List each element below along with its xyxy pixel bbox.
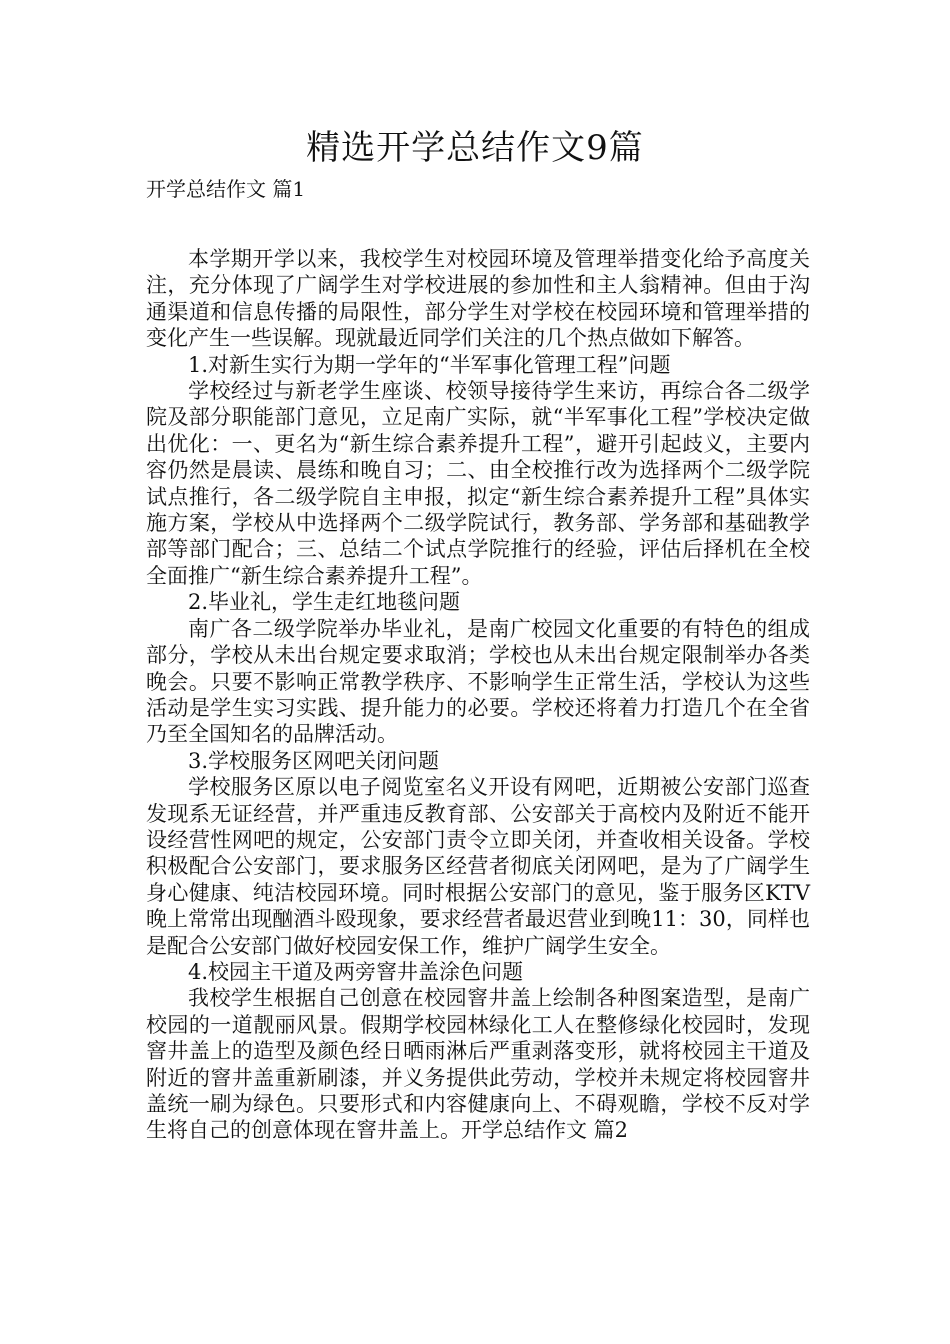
section-heading: 3.学校服务区网吧关闭问题 — [188, 748, 440, 773]
document-title: 精选开学总结作文9篇 — [306, 128, 644, 168]
body-paragraph: 学校服务区原以电子阅览室名义开设有网吧，近期被公安部门巡查发现系无证经营，并严重违反教育部、公安部关于高校内及附近不能开设经营性网吧的规定，公安部门责令立即关闭，并查收相关设备。学校积极配合公安部门，要求服务区经营者彻底关闭网吧，是为了广阔学生身心健康、纯洁校园环境。同时根据公安部门的意见，鉴于服务区KTV晚上常常出现酗酒斗殴现象，要求经营者最迟营业到晚11：30，同样也是配合公安部门做好校园安保工作，维护广阔学生安全。 — [146, 775, 810, 958]
body-paragraph: 学校经过与新老学生座谈、校领导接待学生来访，再综合各二级学院及部分职能部门意见，立足南广实际，就“半军事化工程”学校决定做出优化：一、更名为“新生综合素养提升工程”，避开引起歧义，主要内容仍然是晨读、晨练和晚自习；二、由全校推行改为选择两个二级学院试点推行，各二级学院自主申报，拟定“新生综合素养提升工程”具体实施方案，学校从中选择两个二级学院试行，教务部、学务部和基础教学部等部门配合；三、总结二个试点学院推行的经验，评估后择机在全校全面推广“新生综合素养提升工程”。 — [146, 379, 810, 588]
document-body — [146, 246, 810, 1144]
section-heading: 4.校园主干道及两旁窨井盖涂色问题 — [188, 959, 524, 984]
body-paragraph: 本学期开学以来，我校学生对校园环境及管理举措变化给予高度关注，充分体现了广阔学生对学校进展的参加性和主人翁精神。但由于沟通渠道和信息传播的局限性，部分学生对学校在校园环境和管理举措的变化产生一些误解。现就最近同学们关注的几个热点做如下解答。 — [146, 247, 810, 351]
body-paragraph: 我校学生根据自己创意在校园窨井盖上绘制各种图案造型，是南广校园的一道靓丽风景。假期学校园林绿化工人在整修绿化校园时，发现窨井盖上的造型及颜色经日晒雨淋后严重剥落变形，就将校园主干道及附近的窨井盖重新刷漆，并义务提供此劳动，学校并未规定将校园窨井盖统一刷为绿色。只要形式和内容健康向上、不碍观瞻，学校不反对学生将自己的创意体现在窨井盖上。开学总结作文 篇2 — [146, 986, 810, 1143]
section-heading: 1.对新生实行为期一学年的“半军事化管理工程”问题 — [188, 352, 671, 377]
section-subtitle: 开学总结作文 篇1 — [146, 177, 306, 201]
section-heading: 2.毕业礼，学生走红地毯问题 — [188, 590, 461, 615]
body-paragraph: 南广各二级学院举办毕业礼，是南广校园文化重要的有特色的组成部分，学校从未出台规定要求取消；学校也从未出台规定限制举办各类晚会。只要不影响正常教学秩序、不影响学生正常生活，学校认为这些活动是学生实习实践、提升能力的必要。学校还将着力打造几个在全省乃至全国知名的品牌活动。 — [146, 616, 810, 747]
